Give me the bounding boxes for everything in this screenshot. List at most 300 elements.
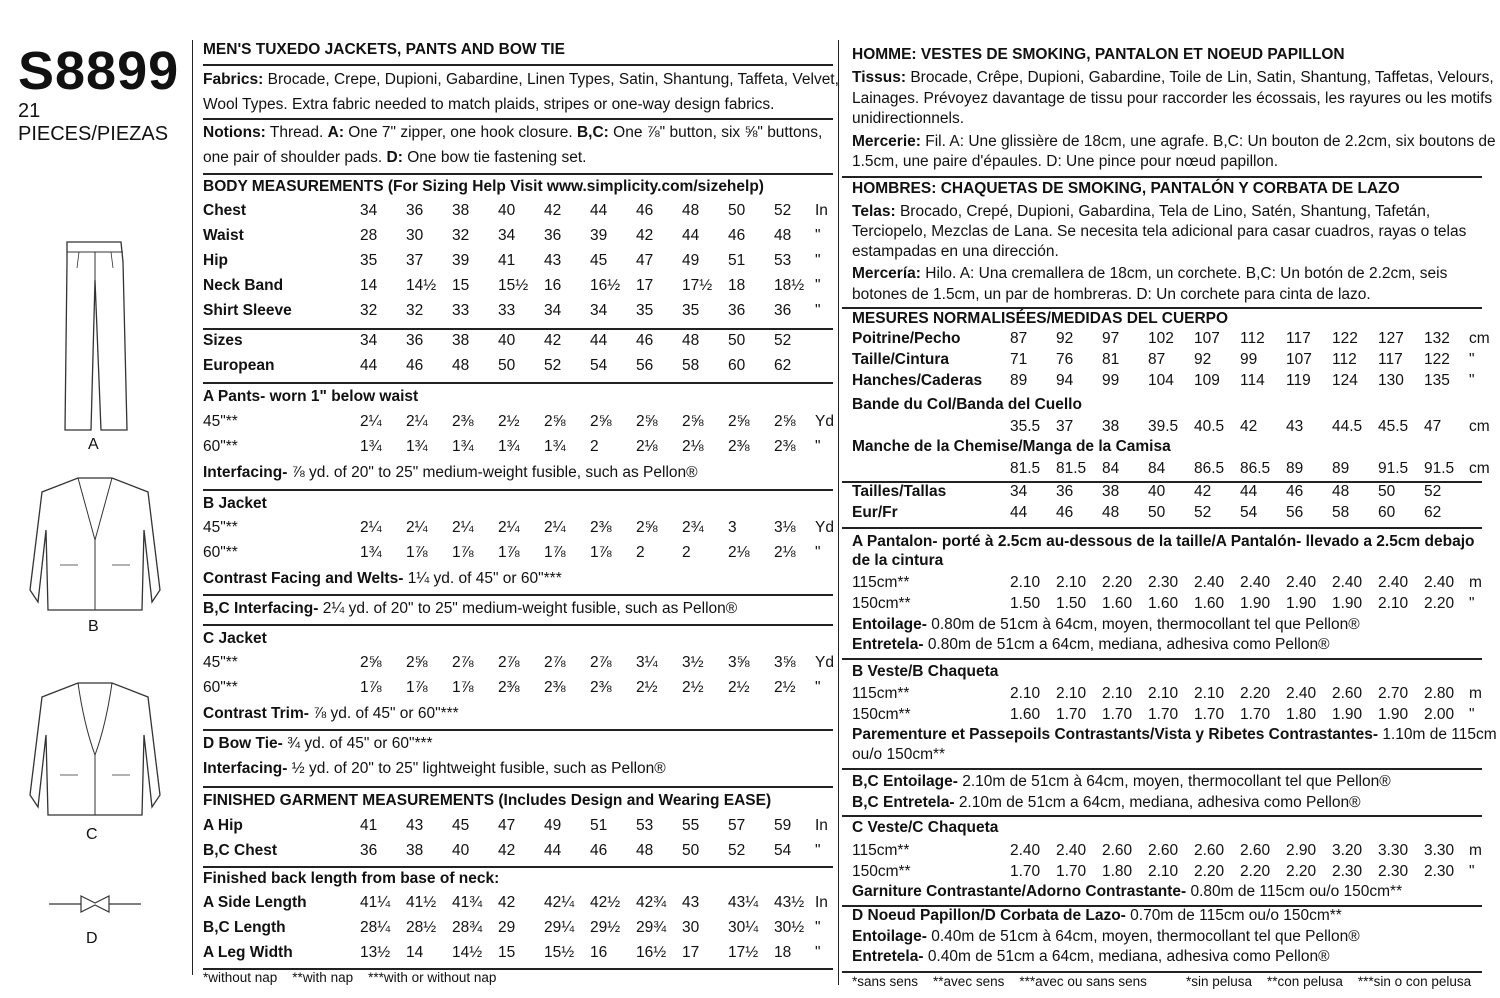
table-cell: 47 bbox=[636, 252, 654, 269]
table-cell: 14 bbox=[360, 277, 378, 294]
table-cell: 92 bbox=[1056, 330, 1074, 347]
table-cell: 2⅝ bbox=[728, 413, 750, 430]
row-label: Sizes bbox=[203, 332, 243, 349]
table-cell: 44 bbox=[360, 357, 378, 374]
metric-neck-label: Bande du Col/Banda del Cuello bbox=[852, 396, 1082, 413]
table-cell: 43 bbox=[406, 817, 424, 834]
table-cell: 60 bbox=[728, 357, 746, 374]
table-cell: 46 bbox=[728, 227, 746, 244]
unit-cell: " bbox=[1469, 595, 1475, 612]
table-cell: 1.70 bbox=[1056, 863, 1087, 880]
table-cell: 2.80 bbox=[1424, 685, 1455, 702]
metric-a-entoilage: Entoilage- 0.80m de 51cm à 64cm, moyen, thermocollant tel que Pellon® bbox=[852, 616, 1360, 633]
table-cell: 2⅜ bbox=[774, 438, 796, 455]
table-cell: 62 bbox=[774, 357, 792, 374]
unit-cell: " bbox=[815, 302, 821, 319]
divider bbox=[203, 173, 833, 175]
table-cell: 45 bbox=[452, 817, 470, 834]
row-label: Hip bbox=[203, 252, 228, 269]
table-cell: 2.20 bbox=[1102, 574, 1133, 591]
divider bbox=[842, 307, 1482, 309]
table-cell: 41¼ bbox=[360, 894, 391, 911]
divider bbox=[842, 815, 1482, 817]
table-cell: 84 bbox=[1148, 460, 1166, 477]
table-cell: 28¾ bbox=[452, 919, 483, 936]
table-cell: 36 bbox=[406, 202, 424, 219]
table-row bbox=[203, 332, 833, 356]
table-cell: 2.10 bbox=[1194, 685, 1225, 702]
table-cell: 1.50 bbox=[1056, 595, 1087, 612]
table-row bbox=[203, 227, 833, 251]
table-cell: 2.60 bbox=[1194, 842, 1225, 859]
table-cell: 42 bbox=[544, 332, 562, 349]
table-cell: 14 bbox=[406, 944, 424, 961]
table-cell: 42 bbox=[498, 894, 516, 911]
table-cell: 16½ bbox=[590, 277, 621, 294]
table-cell: 1¾ bbox=[360, 438, 382, 455]
table-cell: 1.70 bbox=[1194, 706, 1225, 723]
row-label: 45"** bbox=[203, 654, 238, 671]
table-cell: 36 bbox=[774, 302, 792, 319]
en-b-contrast: Contrast Facing and Welts- 1¼ yd. of 45" or 60"*** bbox=[203, 570, 562, 587]
table-cell: 33 bbox=[498, 302, 516, 319]
table-cell: 2.90 bbox=[1286, 842, 1317, 859]
table-cell: 3⅝ bbox=[728, 654, 750, 671]
table-row bbox=[203, 817, 833, 841]
left-panel bbox=[0, 0, 190, 998]
table-cell: 34 bbox=[360, 202, 378, 219]
table-cell: 1.90 bbox=[1240, 595, 1271, 612]
row-label: Hanches/Caderas bbox=[852, 372, 983, 389]
metric-c-heading: C Veste/C Chaqueta bbox=[852, 819, 999, 836]
table-cell: 52 bbox=[1194, 504, 1212, 521]
table-cell: 112 bbox=[1332, 351, 1357, 368]
table-cell: 3½ bbox=[682, 654, 704, 671]
table-cell: 45.5 bbox=[1378, 418, 1409, 435]
divider bbox=[203, 118, 833, 120]
column-divider-left bbox=[192, 40, 193, 975]
table-cell: 62 bbox=[1424, 504, 1442, 521]
divider bbox=[203, 624, 833, 626]
table-cell: 50 bbox=[498, 357, 516, 374]
table-cell: 32 bbox=[360, 302, 378, 319]
table-cell: 35 bbox=[636, 302, 654, 319]
metric-heading: MESURES NORMALISÉES/MEDIDAS DEL CUERPO bbox=[852, 310, 1229, 327]
table-cell: 51 bbox=[728, 252, 746, 269]
table-cell: 34 bbox=[360, 332, 378, 349]
table-cell: 42¾ bbox=[636, 894, 667, 911]
table-cell: 1.70 bbox=[1010, 863, 1041, 880]
table-cell: 2.10 bbox=[1056, 574, 1087, 591]
table-cell: 42 bbox=[636, 227, 654, 244]
french-spanish-section bbox=[852, 0, 1497, 998]
table-cell: 56 bbox=[1286, 504, 1304, 521]
divider bbox=[203, 64, 833, 66]
table-cell: 2.30 bbox=[1424, 863, 1455, 880]
table-cell: 2⅝ bbox=[544, 413, 566, 430]
row-label: Eur/Fr bbox=[852, 504, 898, 521]
table-cell: 46 bbox=[406, 357, 424, 374]
row-label: Poitrine/Pecho bbox=[852, 330, 961, 347]
table-cell: 71 bbox=[1010, 351, 1028, 368]
table-row bbox=[203, 302, 833, 326]
table-cell: 87 bbox=[1010, 330, 1028, 347]
table-cell: 1¾ bbox=[452, 438, 474, 455]
row-label: Chest bbox=[203, 202, 247, 219]
metric-bc-entretela: B,C Entretela- 2.10m de 51cm a 64cm, mediana, adhesiva como Pellon® bbox=[852, 794, 1361, 811]
table-cell: 54 bbox=[590, 357, 608, 374]
row-label: 115cm** bbox=[852, 685, 910, 702]
table-cell: 2.00 bbox=[1424, 706, 1455, 723]
view-b-jacket-illustration bbox=[20, 470, 170, 615]
view-a-pants-illustration bbox=[55, 240, 135, 435]
table-cell: 86.5 bbox=[1240, 460, 1271, 477]
divider bbox=[203, 594, 833, 596]
view-c-label: C bbox=[86, 826, 98, 843]
table-cell: 1.80 bbox=[1286, 706, 1317, 723]
table-cell: 43¼ bbox=[728, 894, 759, 911]
table-cell: 48 bbox=[682, 202, 700, 219]
table-cell: 34 bbox=[498, 227, 516, 244]
table-cell: 50 bbox=[728, 332, 746, 349]
table-cell: 28½ bbox=[406, 919, 437, 936]
table-cell: 114 bbox=[1240, 372, 1265, 389]
fr-tissus-line1: Tissus: Brocade, Crêpe, Dupioni, Gabardine, Toile de Lin, Satin, Shantung, Taffetas, Velours, bbox=[852, 69, 1494, 86]
table-cell: 109 bbox=[1194, 372, 1220, 389]
table-cell: 41 bbox=[498, 252, 516, 269]
table-cell: 122 bbox=[1424, 351, 1450, 368]
table-cell: 48 bbox=[636, 842, 654, 859]
table-cell: 2.10 bbox=[1010, 574, 1041, 591]
table-cell: 81 bbox=[1102, 351, 1120, 368]
table-cell: 52 bbox=[1424, 483, 1442, 500]
table-cell: 16 bbox=[590, 944, 608, 961]
table-cell: 28¼ bbox=[360, 919, 391, 936]
table-cell: 1.90 bbox=[1332, 706, 1363, 723]
table-cell: 38 bbox=[406, 842, 424, 859]
table-cell: 1.90 bbox=[1332, 595, 1363, 612]
table-cell: 58 bbox=[1332, 504, 1350, 521]
unit-cell: m bbox=[1469, 685, 1482, 702]
en-title: MEN'S TUXEDO JACKETS, PANTS AND BOW TIE bbox=[203, 41, 565, 58]
table-cell: 2⅝ bbox=[636, 413, 658, 430]
table-cell: 43 bbox=[544, 252, 562, 269]
table-cell: 43½ bbox=[774, 894, 805, 911]
table-cell: 91.5 bbox=[1424, 460, 1455, 477]
table-cell: 1⅞ bbox=[406, 544, 428, 561]
table-cell: 14½ bbox=[406, 277, 437, 294]
table-cell: 47 bbox=[1424, 418, 1442, 435]
table-cell: 2⅞ bbox=[544, 654, 566, 671]
en-d-bowtie: D Bow Tie- ¾ yd. of 45" or 60"*** bbox=[203, 735, 433, 752]
row-label: Neck Band bbox=[203, 277, 284, 294]
row-label: 150cm** bbox=[852, 863, 911, 880]
es-telas-line1: Telas: Brocado, Crepé, Dupioni, Gabardina, Tela de Lino, Satén, Shantung, Tafetán, bbox=[852, 203, 1431, 220]
fr-tissus-line2: Lainages. Prévoyez davantage de tissu pour raccorder les écossais, les rayures ou les motifs bbox=[852, 90, 1493, 107]
table-cell: 48 bbox=[1102, 504, 1120, 521]
es-title: HOMBRES: CHAQUETAS DE SMOKING, PANTALÓN Y CORBATA DE LAZO bbox=[852, 180, 1400, 197]
table-cell: 2⅜ bbox=[590, 519, 612, 536]
table-cell: 2.70 bbox=[1378, 685, 1409, 702]
table-cell: 39 bbox=[452, 252, 470, 269]
table-cell: 38 bbox=[1102, 418, 1120, 435]
table-cell: 39 bbox=[590, 227, 608, 244]
view-d-bowtie-illustration bbox=[45, 890, 145, 918]
table-cell: 42 bbox=[1194, 483, 1212, 500]
row-label: B,C Length bbox=[203, 919, 286, 936]
table-cell: 2.20 bbox=[1286, 863, 1317, 880]
unit-cell: " bbox=[815, 944, 821, 961]
table-cell: 2⅛ bbox=[636, 438, 658, 455]
table-cell: 2⅞ bbox=[452, 654, 474, 671]
table-cell: 87 bbox=[1148, 351, 1166, 368]
table-cell: 14½ bbox=[452, 944, 483, 961]
table-cell: 2 bbox=[590, 438, 599, 455]
en-c-heading: C Jacket bbox=[203, 630, 267, 647]
table-cell: 2.10 bbox=[1010, 685, 1041, 702]
table-cell: 112 bbox=[1240, 330, 1265, 347]
table-cell: 44 bbox=[590, 202, 608, 219]
fr-title: HOMME: VESTES DE SMOKING, PANTALON ET NOEUD PAPILLON bbox=[852, 46, 1345, 63]
table-cell: 2.10 bbox=[1148, 685, 1179, 702]
table-cell: 2⅝ bbox=[636, 519, 658, 536]
table-cell: 32 bbox=[406, 302, 424, 319]
table-cell: 2⅝ bbox=[774, 413, 796, 430]
table-cell: 41¾ bbox=[452, 894, 483, 911]
divider bbox=[842, 768, 1482, 770]
table-cell: 28 bbox=[360, 227, 378, 244]
table-cell: 2⅜ bbox=[590, 679, 612, 696]
table-cell: 91.5 bbox=[1378, 460, 1409, 477]
table-row bbox=[203, 202, 833, 226]
unit-cell: Yd bbox=[815, 413, 834, 430]
table-cell: 41½ bbox=[406, 894, 437, 911]
table-cell: 39.5 bbox=[1148, 418, 1179, 435]
table-cell: 34 bbox=[544, 302, 562, 319]
table-cell: 2¼ bbox=[498, 519, 520, 536]
table-cell: 1⅞ bbox=[498, 544, 520, 561]
table-cell: 117 bbox=[1378, 351, 1403, 368]
table-cell: 86.5 bbox=[1194, 460, 1225, 477]
table-cell: 40.5 bbox=[1194, 418, 1225, 435]
table-cell: 48 bbox=[452, 357, 470, 374]
table-cell: 1⅞ bbox=[452, 544, 474, 561]
table-cell: 81.5 bbox=[1056, 460, 1087, 477]
table-cell: 2.40 bbox=[1378, 574, 1409, 591]
table-cell: 2 bbox=[636, 544, 645, 561]
metric-a-entretela: Entretela- 0.80m de 51cm a 64cm, mediana, adhesiva como Pellon® bbox=[852, 636, 1330, 653]
metric-a-heading-1: A Pantalon- porté à 2.5cm au-dessous de la taille/A Pantalón- llevado a 2.5cm debajo bbox=[852, 533, 1475, 550]
table-cell: 1.70 bbox=[1102, 706, 1133, 723]
table-cell: 1⅞ bbox=[406, 679, 428, 696]
row-label: Shirt Sleeve bbox=[203, 302, 292, 319]
view-b-label: B bbox=[88, 618, 99, 635]
unit-cell: " bbox=[815, 679, 821, 696]
table-cell: 1.80 bbox=[1102, 863, 1133, 880]
table-cell: 17 bbox=[682, 944, 700, 961]
divider bbox=[842, 527, 1482, 529]
table-cell: 36 bbox=[406, 332, 424, 349]
table-cell: 2½ bbox=[682, 679, 704, 696]
table-cell: 51 bbox=[590, 817, 608, 834]
table-cell: 18½ bbox=[774, 277, 805, 294]
table-cell: 2⅛ bbox=[682, 438, 704, 455]
row-label: 150cm** bbox=[852, 595, 911, 612]
table-cell: 53 bbox=[774, 252, 792, 269]
table-cell: 42 bbox=[544, 202, 562, 219]
table-cell: 49 bbox=[544, 817, 562, 834]
table-cell: 54 bbox=[1240, 504, 1258, 521]
table-cell: 2.10 bbox=[1102, 685, 1133, 702]
unit-cell: " bbox=[815, 438, 821, 455]
es-telas-line3: estampadas en una dirección. bbox=[852, 243, 1059, 260]
table-cell: 33 bbox=[452, 302, 470, 319]
table-cell: 36 bbox=[728, 302, 746, 319]
table-cell: 52 bbox=[774, 202, 792, 219]
unit-cell: " bbox=[815, 227, 821, 244]
table-cell: 30½ bbox=[774, 919, 805, 936]
table-cell: 2½ bbox=[498, 413, 520, 430]
unit-cell: " bbox=[1469, 863, 1475, 880]
table-cell: 2¼ bbox=[360, 413, 382, 430]
en-notions-line2: one pair of shoulder pads. D: One bow tie fastening set. bbox=[203, 149, 587, 166]
table-row bbox=[203, 919, 833, 943]
table-cell: 40 bbox=[498, 332, 516, 349]
table-cell: 2.40 bbox=[1194, 574, 1225, 591]
table-cell: 57 bbox=[728, 817, 746, 834]
table-row bbox=[203, 277, 833, 301]
table-cell: 45 bbox=[590, 252, 608, 269]
table-cell: 2.60 bbox=[1102, 842, 1133, 859]
table-cell: 15 bbox=[452, 277, 470, 294]
table-cell: 44.5 bbox=[1332, 418, 1363, 435]
table-cell: 102 bbox=[1148, 330, 1174, 347]
table-row bbox=[203, 654, 833, 678]
table-cell: 3¼ bbox=[636, 654, 658, 671]
table-cell: 2.10 bbox=[1378, 595, 1409, 612]
table-cell: 38 bbox=[1102, 483, 1120, 500]
table-cell: 1.90 bbox=[1378, 706, 1409, 723]
en-a-heading: A Pants- worn 1" below waist bbox=[203, 388, 419, 405]
row-label: A Side Length bbox=[203, 894, 307, 911]
table-cell: 2.30 bbox=[1148, 574, 1179, 591]
row-label: 45"** bbox=[203, 519, 238, 536]
table-row bbox=[203, 252, 833, 276]
row-label: Taille/Cintura bbox=[852, 351, 950, 368]
metric-d-entretela: Entretela- 0.40m de 51cm a 64cm, mediana, adhesiva como Pellon® bbox=[852, 948, 1330, 965]
table-cell: 2.20 bbox=[1424, 595, 1455, 612]
table-cell: 3⅛ bbox=[774, 519, 796, 536]
table-cell: 2⅝ bbox=[590, 413, 612, 430]
en-back-length-heading: Finished back length from base of neck: bbox=[203, 870, 500, 887]
unit-cell: cm bbox=[1469, 418, 1490, 435]
es-merceria-line1: Mercería: Hilo. A: Una cremallera de 18cm, un corchete. B,C: Un botón de 2.2cm, seis bbox=[852, 265, 1448, 282]
unit-cell: " bbox=[815, 842, 821, 859]
table-cell: 1.70 bbox=[1240, 706, 1271, 723]
table-cell: 42¼ bbox=[544, 894, 575, 911]
divider bbox=[203, 328, 833, 330]
table-row bbox=[203, 519, 833, 543]
table-cell: 18 bbox=[728, 277, 746, 294]
table-cell: 1¾ bbox=[498, 438, 520, 455]
table-cell: 2.40 bbox=[1056, 842, 1087, 859]
divider bbox=[203, 866, 833, 868]
table-cell: 2.40 bbox=[1286, 574, 1317, 591]
row-label: A Leg Width bbox=[203, 944, 293, 961]
fr-mercerie-line1: Mercerie: Fil. A: Une glissière de 18cm, une agrafe. B,C: Un bouton de 2.2cm, six boutons de bbox=[852, 133, 1496, 150]
table-cell: 2.60 bbox=[1332, 685, 1363, 702]
divider bbox=[203, 489, 833, 491]
table-cell: 36 bbox=[544, 227, 562, 244]
table-cell: 15 bbox=[498, 944, 516, 961]
unit-cell: In bbox=[815, 817, 828, 834]
row-label: European bbox=[203, 357, 275, 374]
table-row bbox=[203, 413, 833, 437]
table-cell: 16 bbox=[544, 277, 562, 294]
table-cell: 2.60 bbox=[1240, 842, 1271, 859]
unit-cell: Yd bbox=[815, 519, 834, 536]
table-cell: 17 bbox=[636, 277, 654, 294]
es-telas-line2: Terciopelo, Mezclas de Lana. Se necesita tela adicional para casar cuadros, rayas o telas bbox=[852, 223, 1467, 240]
metric-d-bowtie: D Noeud Papillon/D Corbata de Lazo- 0.70m de 115cm ou/o 150cm** bbox=[852, 907, 1342, 924]
metric-c-garniture: Garniture Contrastante/Adorno Contrastante- 0.80m de 115cm ou/o 150cm** bbox=[852, 883, 1403, 900]
divider bbox=[842, 971, 1482, 973]
table-cell: 40 bbox=[452, 842, 470, 859]
table-cell: 40 bbox=[1148, 483, 1166, 500]
table-cell: 1¾ bbox=[406, 438, 428, 455]
table-cell: 13½ bbox=[360, 944, 391, 961]
table-cell: 52 bbox=[544, 357, 562, 374]
table-cell: 81.5 bbox=[1010, 460, 1041, 477]
table-cell: 122 bbox=[1332, 330, 1358, 347]
table-cell: 50 bbox=[1378, 483, 1396, 500]
table-cell: 1.70 bbox=[1148, 706, 1179, 723]
table-cell: 135 bbox=[1424, 372, 1450, 389]
table-cell: 46 bbox=[590, 842, 608, 859]
table-cell: 2.20 bbox=[1240, 685, 1271, 702]
table-cell: 127 bbox=[1378, 330, 1404, 347]
table-cell: 2⅝ bbox=[682, 413, 704, 430]
table-cell: 2.30 bbox=[1378, 863, 1409, 880]
table-cell: 2⅜ bbox=[498, 679, 520, 696]
table-cell: 2.10 bbox=[1056, 685, 1087, 702]
unit-cell: " bbox=[1469, 706, 1475, 723]
table-cell: 1.60 bbox=[1148, 595, 1179, 612]
table-cell: 46 bbox=[636, 202, 654, 219]
table-cell: 104 bbox=[1148, 372, 1174, 389]
table-cell: 35 bbox=[682, 302, 700, 319]
es-merceria-line2: botones de 1.5cm, un par de hombreras. D: Un corchete para cinta de lazo. bbox=[852, 286, 1371, 303]
table-cell: 99 bbox=[1240, 351, 1258, 368]
table-cell: 48 bbox=[774, 227, 792, 244]
table-cell: 58 bbox=[682, 357, 700, 374]
table-cell: 1⅞ bbox=[544, 544, 566, 561]
table-cell: 16½ bbox=[636, 944, 667, 961]
table-cell: 49 bbox=[682, 252, 700, 269]
unit-cell: " bbox=[815, 252, 821, 269]
table-cell: 3.30 bbox=[1378, 842, 1409, 859]
table-cell: 56 bbox=[636, 357, 654, 374]
table-cell: 2⅛ bbox=[728, 544, 750, 561]
divider bbox=[203, 729, 833, 731]
table-cell: 2½ bbox=[636, 679, 658, 696]
table-cell: 2⅞ bbox=[498, 654, 520, 671]
table-cell: 2⅜ bbox=[728, 438, 750, 455]
table-cell: 17½ bbox=[682, 277, 713, 294]
table-cell: 30 bbox=[682, 919, 700, 936]
unit-cell: cm bbox=[1469, 460, 1490, 477]
table-cell: 52 bbox=[728, 842, 746, 859]
